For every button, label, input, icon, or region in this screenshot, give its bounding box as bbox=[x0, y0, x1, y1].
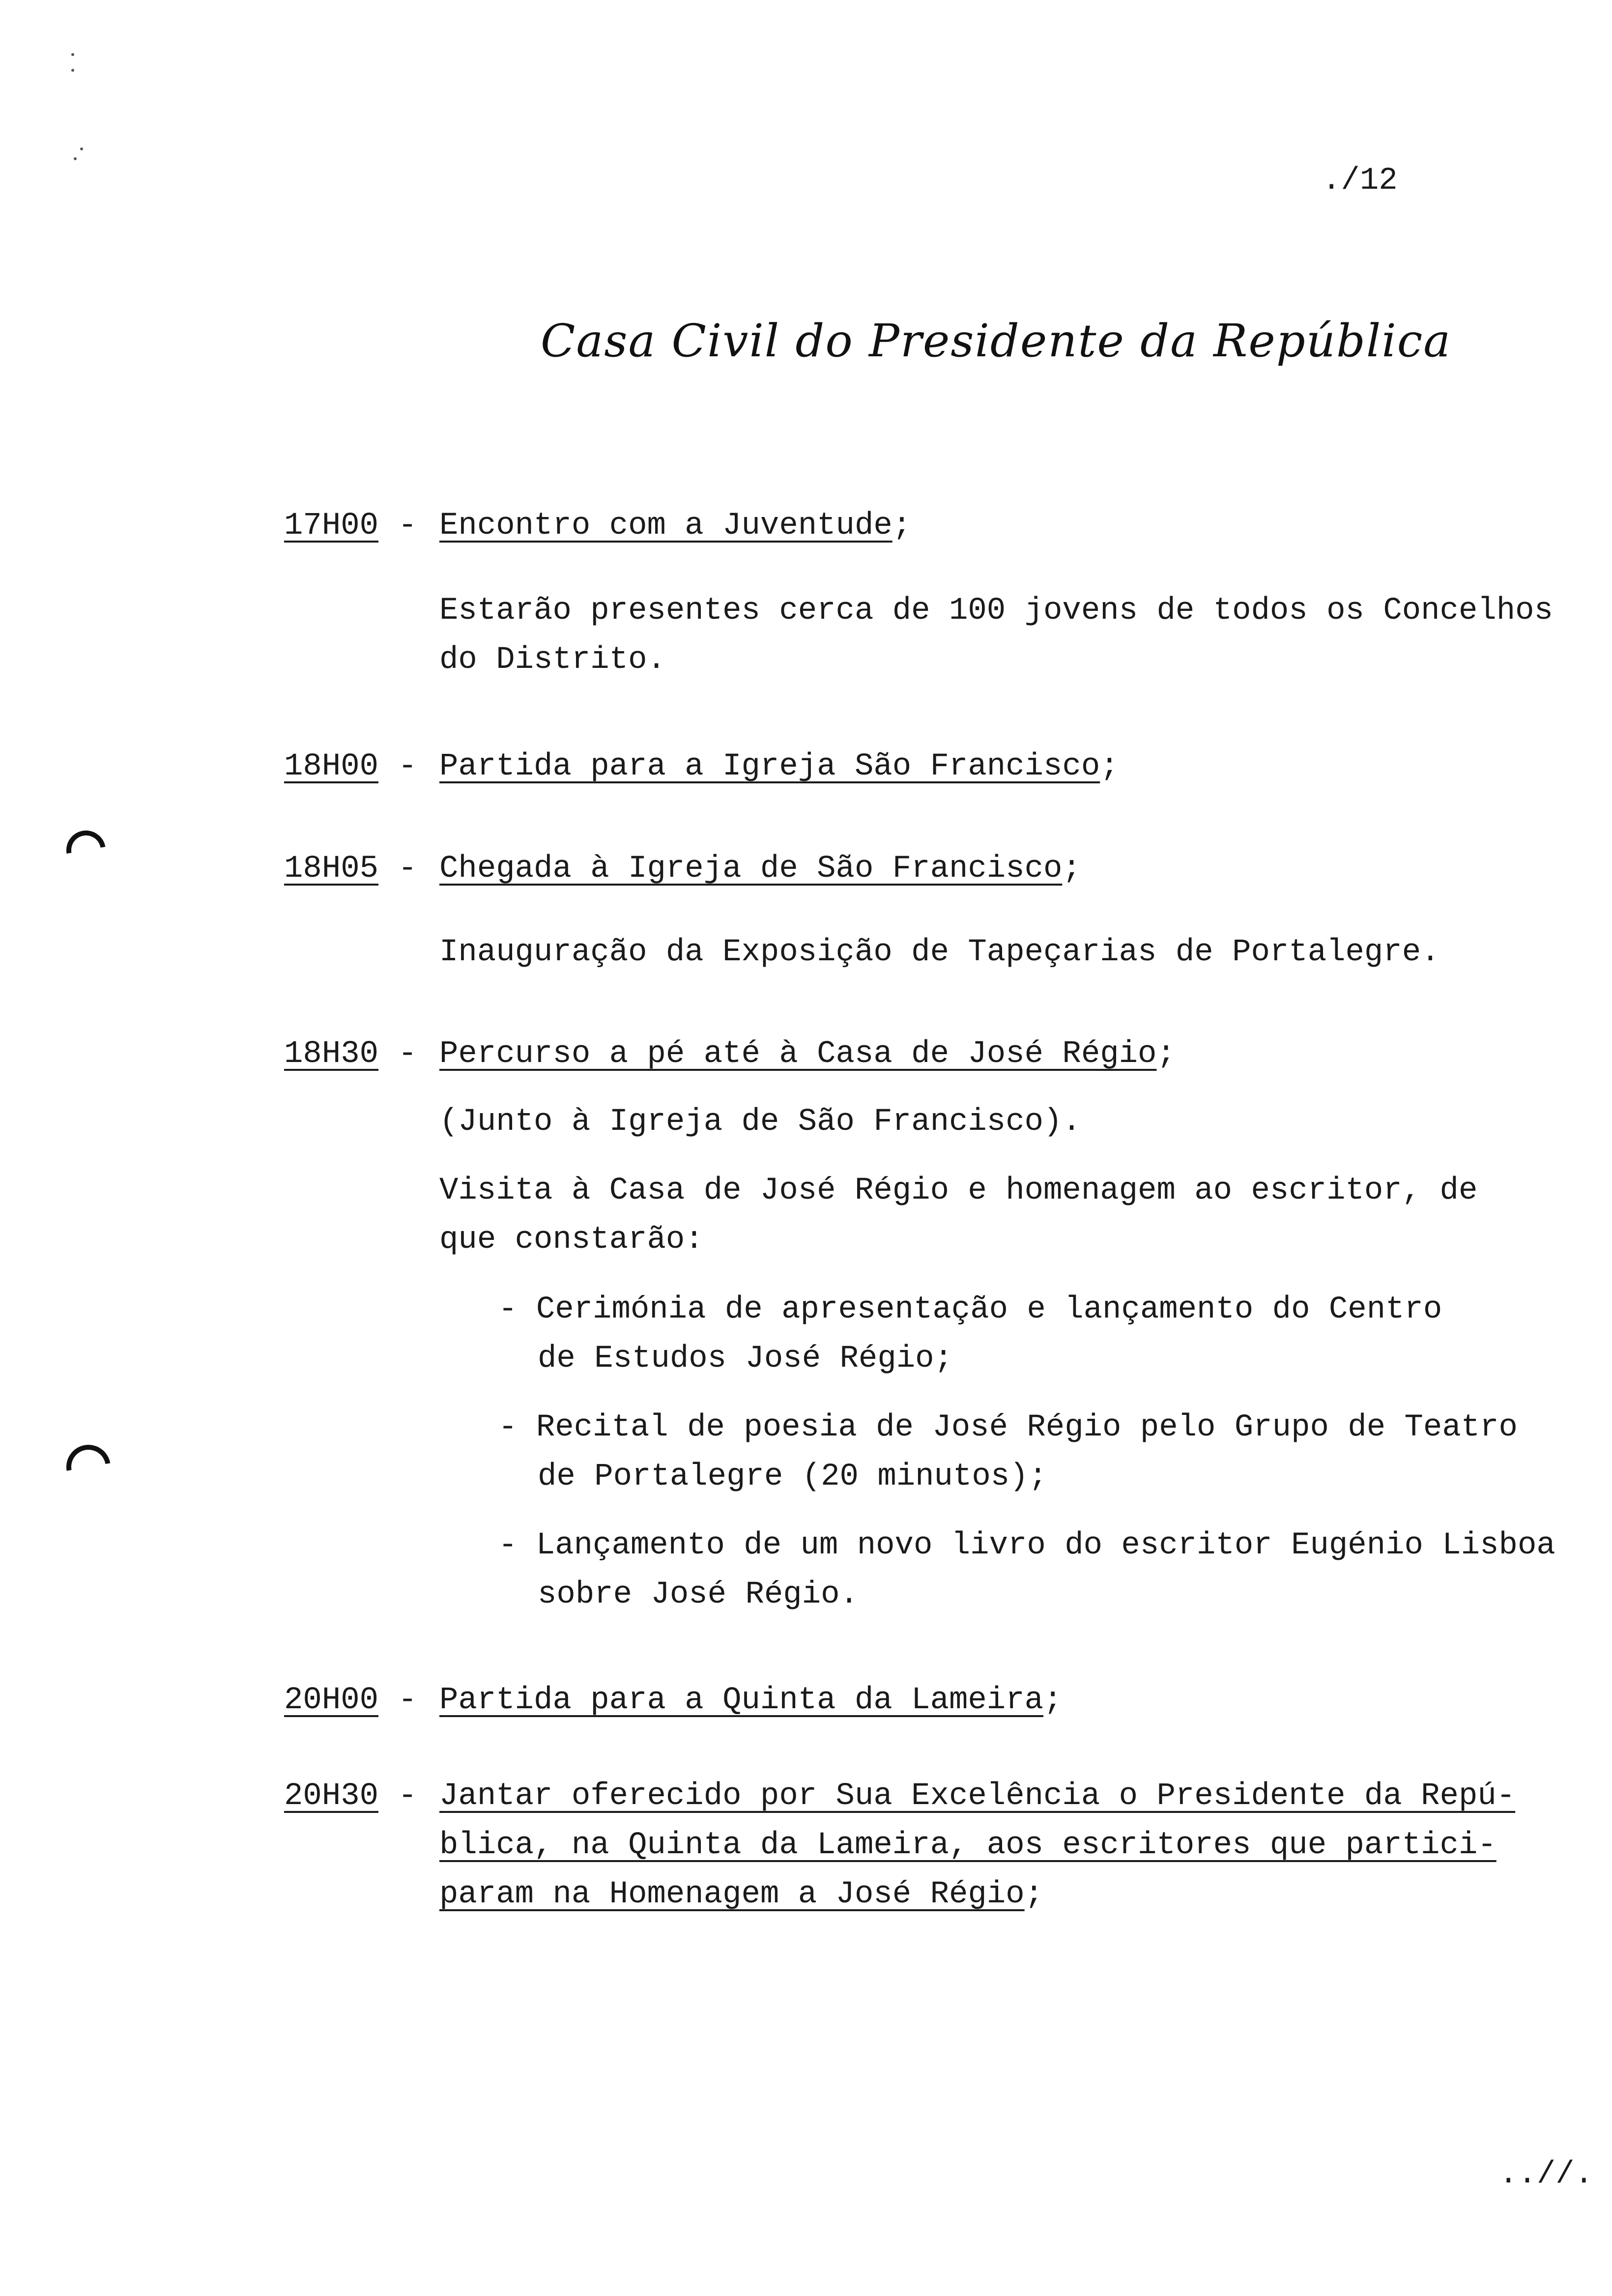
scan-speck bbox=[71, 53, 74, 56]
time-18h05: 18H05 bbox=[284, 851, 379, 887]
entry-title-line: blica, na Quinta da Lameira, aos escritores que partici- bbox=[439, 1828, 1497, 1863]
bullet-line: - Recital de poesia de José Régio pelo Grupo de Teatro bbox=[498, 1410, 1518, 1445]
continuation-mark: ..//. bbox=[1499, 2157, 1594, 2192]
letterhead: Casa Civil do Presidente da República bbox=[541, 315, 1452, 367]
entry-title bbox=[439, 1030, 1176, 1079]
entry-title-text: Encontro com a Juventude bbox=[439, 508, 892, 544]
entry-title bbox=[439, 501, 911, 550]
time-18h00: 18H00 bbox=[284, 749, 379, 784]
scan-speck bbox=[71, 69, 74, 72]
entry-title bbox=[439, 844, 1081, 893]
bullet-line: sobre José Régio. bbox=[538, 1577, 859, 1612]
dash: - bbox=[398, 1036, 417, 1072]
detail-line: do Distrito. bbox=[439, 642, 666, 678]
detail-line: que constarão: bbox=[439, 1222, 704, 1258]
entry-punct: ; bbox=[1043, 1683, 1063, 1718]
entry-punct: ; bbox=[1024, 1877, 1043, 1912]
dash: - bbox=[398, 1779, 417, 1814]
scan-speck bbox=[74, 157, 77, 160]
bullet-line: - Lançamento de um novo livro do escritor Eugénio Lisboa bbox=[498, 1528, 1555, 1563]
entry-punct: ; bbox=[1156, 1036, 1176, 1072]
dash: - bbox=[398, 749, 417, 784]
entry-title bbox=[439, 1870, 1043, 1919]
time-20h00: 20H00 bbox=[284, 1683, 379, 1718]
bullet-line: de Portalegre (20 minutos); bbox=[538, 1459, 1047, 1494]
entry-punct: ; bbox=[1100, 749, 1119, 784]
scan-speck bbox=[80, 147, 83, 150]
entry-title-text: Chegada à Igreja de São Francisco bbox=[439, 851, 1063, 887]
entry-title-text: Partida para a Quinta da Lameira bbox=[439, 1683, 1043, 1718]
dash: - bbox=[398, 851, 417, 887]
entry-title-text: param na Homenagem a José Régio bbox=[439, 1877, 1025, 1912]
punch-hole-mark bbox=[58, 823, 113, 877]
entry-title-text: Percurso a pé até à Casa de José Régio bbox=[439, 1036, 1157, 1072]
entry-title-line: Jantar oferecido por Sua Excelência o Presidente da Repú- bbox=[439, 1779, 1516, 1814]
detail-line: Estarão presentes cerca de 100 jovens de todos os Concelhos bbox=[439, 593, 1553, 629]
bullet-line: de Estudos José Régio; bbox=[538, 1341, 953, 1377]
entry-punct: ; bbox=[892, 508, 912, 544]
time-18h30: 18H30 bbox=[284, 1036, 379, 1072]
entry-title-text: Partida para a Igreja São Francisco bbox=[439, 749, 1100, 784]
punch-hole-mark bbox=[58, 1436, 119, 1497]
dash: - bbox=[398, 1683, 417, 1718]
bullet-line: - Cerimónia de apresentação e lançamento do Centro bbox=[498, 1292, 1442, 1327]
dash: - bbox=[398, 508, 417, 544]
page-number: ./12 bbox=[1322, 163, 1398, 199]
time-20h30: 20H30 bbox=[284, 1779, 379, 1814]
detail-line: Inauguração da Exposição de Tapeçarias de Portalegre. bbox=[439, 935, 1440, 970]
note-line: (Junto à Igreja de São Francisco). bbox=[439, 1104, 1081, 1140]
detail-line: Visita à Casa de José Régio e homenagem ao escritor, de bbox=[439, 1173, 1478, 1208]
entry-title bbox=[439, 742, 1119, 791]
entry-title bbox=[439, 1676, 1062, 1725]
time-17h00: 17H00 bbox=[284, 508, 379, 544]
entry-punct: ; bbox=[1062, 851, 1081, 887]
